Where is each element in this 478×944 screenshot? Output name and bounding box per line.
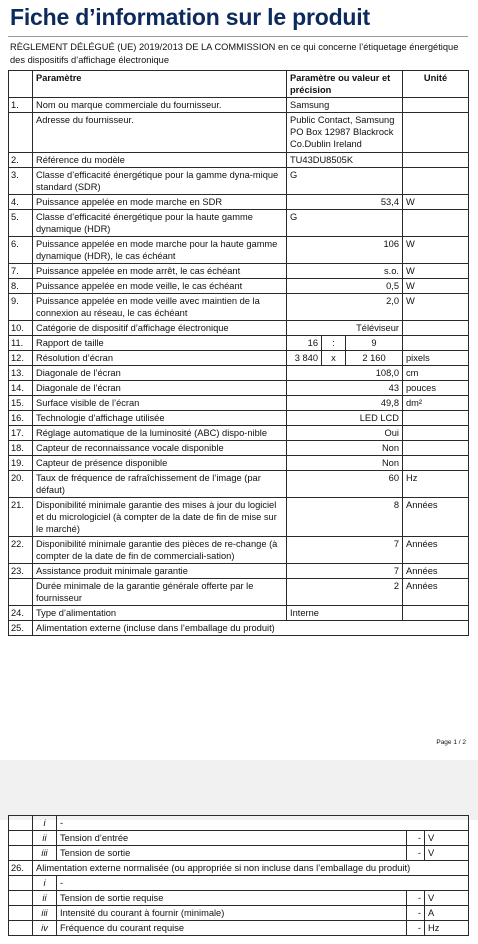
row-label: Capteur de présence disponible xyxy=(33,456,287,471)
row-label: Disponibilité minimale garantie des pièces de re-change (à compter de la date de fin de commerciali-sation) xyxy=(33,537,287,564)
row-number: 6. xyxy=(9,237,33,264)
ratio-separator: : xyxy=(322,336,346,351)
table-row xyxy=(9,564,469,579)
row-label: Fréquence du courant requise xyxy=(57,921,407,936)
row-label: Intensité du courant à fournir (minimale) xyxy=(57,906,407,921)
table-row xyxy=(9,396,469,411)
row-number: 18. xyxy=(9,441,33,456)
row-label: Adresse du fournisseur. xyxy=(33,113,287,153)
page-title: Fiche d’information sur le produit xyxy=(10,4,370,30)
row-value: - xyxy=(407,831,425,846)
table-row xyxy=(9,426,469,441)
regulation-subtitle: RÈGLEMENT DÉLÉGUÉ (UE) 2019/2013 DE LA COMMISSION en ce qui concerne l’étiquetage énergétique des dispositifs d’affichage électronique xyxy=(10,42,459,65)
row-number: 16. xyxy=(9,411,33,426)
row-label: Puissance appelée en mode arrêt, le cas échéant xyxy=(33,264,287,279)
row-number: 26. xyxy=(9,861,33,876)
row-number: 11. xyxy=(9,336,33,351)
header-unit: Unité xyxy=(403,71,469,98)
row-unit: Hz xyxy=(425,921,469,936)
header-value: Paramètre ou valeur et précision xyxy=(287,71,403,98)
row-value: 7 xyxy=(287,564,403,579)
row-number: 21. xyxy=(9,498,33,537)
row-label: Durée minimale de la garantie générale offerte par le fournisseur xyxy=(33,579,287,606)
row-value: - xyxy=(407,921,425,936)
row-label: Catégorie de dispositif d’affichage électronique xyxy=(33,321,287,336)
row-value: LED LCD xyxy=(287,411,403,426)
table-row xyxy=(9,411,469,426)
row-number: 8. xyxy=(9,279,33,294)
row-value: Public Contact, Samsung PO Box 12987 Blackrock Co.Dublin Ireland xyxy=(287,113,403,153)
table-row xyxy=(9,381,469,396)
ratio-width: 16 xyxy=(287,336,322,351)
sub-item-number: iii xyxy=(33,906,57,921)
table-row xyxy=(9,98,469,113)
sub-item-number: iv xyxy=(33,921,57,936)
row-number: 10. xyxy=(9,321,33,336)
row-label: - xyxy=(57,876,469,891)
table-row xyxy=(9,606,469,621)
table-row xyxy=(9,366,469,381)
sub-item-number: iii xyxy=(33,846,57,861)
row-number: 12. xyxy=(9,351,33,366)
row-number: 2. xyxy=(9,153,33,168)
row-label: Disponibilité minimale garantie des mises à jour du logiciel et du micrologiciel (à compter de la date de fin de mise sur le marché) xyxy=(33,498,287,537)
row-number: 3. xyxy=(9,168,33,195)
row-number: 22. xyxy=(9,537,33,564)
sub-item-number: i xyxy=(33,876,57,891)
row-value: 108,0 xyxy=(287,366,403,381)
row-value: G xyxy=(287,210,403,237)
table-row xyxy=(9,846,469,861)
row-value: 60 xyxy=(287,471,403,498)
table-row xyxy=(9,279,469,294)
table-row xyxy=(9,237,469,264)
resolution-width: 3 840 xyxy=(287,351,322,366)
row-unit: Hz xyxy=(403,471,469,498)
row-label: Puissance appelée en mode marche pour la haute gamme dynamique (HDR), le cas échéant xyxy=(33,237,287,264)
row-number: 17. xyxy=(9,426,33,441)
row-label: Alimentation externe normalisée (ou appropriée si non incluse dans l’emballage du produit) xyxy=(33,861,469,876)
row-value: Interne xyxy=(287,606,403,621)
row-value: G xyxy=(287,168,403,195)
row-unit: Années xyxy=(403,564,469,579)
row-value: 49,8 xyxy=(287,396,403,411)
page-number: Page 1 / 2 xyxy=(436,739,466,746)
row-number: 4. xyxy=(9,195,33,210)
row-number: 23. xyxy=(9,564,33,579)
row-label: Alimentation externe (incluse dans l’emballage du produit) xyxy=(33,621,469,636)
row-value: Non xyxy=(287,456,403,471)
row-unit: Années xyxy=(403,537,469,564)
row-value: Oui xyxy=(287,426,403,441)
row-value: Téléviseur xyxy=(287,321,403,336)
header-parameter: Paramètre xyxy=(33,71,287,98)
row-label: Diagonale de l’écran xyxy=(33,366,287,381)
row-number: 15. xyxy=(9,396,33,411)
row-label: Tension d’entrée xyxy=(57,831,407,846)
row-unit: W xyxy=(403,294,469,321)
row-number: 19. xyxy=(9,456,33,471)
row-unit: W xyxy=(403,195,469,210)
row-number: 13. xyxy=(9,366,33,381)
row-unit: W xyxy=(403,264,469,279)
row-value: Non xyxy=(287,441,403,456)
row-unit: W xyxy=(403,237,469,264)
row-label: Nom ou marque commerciale du fournisseur. xyxy=(33,98,287,113)
row-number: 14. xyxy=(9,381,33,396)
row-label: Type d’alimentation xyxy=(33,606,287,621)
row-label: Taux de fréquence de rafraîchissement de l’image (par défaut) xyxy=(33,471,287,498)
row-value: 2 xyxy=(287,579,403,606)
row-number: 25. xyxy=(9,621,33,636)
row-unit: pouces xyxy=(403,381,469,396)
row-value: 53,4 xyxy=(287,195,403,210)
table-row xyxy=(9,441,469,456)
row-label: Référence du modèle xyxy=(33,153,287,168)
row-unit: cm xyxy=(403,366,469,381)
resolution-height: 2 160 xyxy=(346,351,403,366)
row-value: TU43DU8505K xyxy=(287,153,403,168)
table-row xyxy=(9,168,469,195)
sub-item-number: ii xyxy=(33,831,57,846)
row-label: Rapport de taille xyxy=(33,336,287,351)
table-row xyxy=(9,906,469,921)
row-value: 7 xyxy=(287,537,403,564)
row-value: - xyxy=(407,906,425,921)
table-row xyxy=(9,891,469,906)
table-row xyxy=(9,876,469,891)
row-unit: Années xyxy=(403,579,469,606)
table-row xyxy=(9,621,469,636)
row-unit: pixels xyxy=(403,351,469,366)
row-unit: A xyxy=(425,906,469,921)
row-value: s.o. xyxy=(287,264,403,279)
table-row xyxy=(9,294,469,321)
row-label: Puissance appelée en mode marche en SDR xyxy=(33,195,287,210)
sub-item-number: ii xyxy=(33,891,57,906)
row-value: 0,5 xyxy=(287,279,403,294)
row-value: 2,0 xyxy=(287,294,403,321)
table-row xyxy=(9,336,469,351)
table-header-row xyxy=(9,71,469,98)
row-label: Puissance appelée en mode veille avec maintien de la connexion au réseau, le cas échéant xyxy=(33,294,287,321)
table-row xyxy=(9,321,469,336)
row-number: 20. xyxy=(9,471,33,498)
row-label: Tension de sortie requise xyxy=(57,891,407,906)
row-label: Réglage automatique de la luminosité (ABC) dispo-nible xyxy=(33,426,287,441)
product-info-table xyxy=(8,70,469,636)
row-unit: Années xyxy=(403,498,469,537)
row-label: Puissance appelée en mode veille, le cas échéant xyxy=(33,279,287,294)
product-info-table-continued xyxy=(8,815,469,936)
row-number: 5. xyxy=(9,210,33,237)
row-number: 24. xyxy=(9,606,33,621)
row-number: 9. xyxy=(9,294,33,321)
row-unit: dm² xyxy=(403,396,469,411)
row-value: 8 xyxy=(287,498,403,537)
title-divider xyxy=(8,36,468,37)
sub-item-number: i xyxy=(33,816,57,831)
row-number: 1. xyxy=(9,98,33,113)
row-label: Tension de sortie xyxy=(57,846,407,861)
table-row xyxy=(9,456,469,471)
table-row xyxy=(9,861,469,876)
table-row xyxy=(9,210,469,237)
row-value: 106 xyxy=(287,237,403,264)
row-label: Assistance produit minimale garantie xyxy=(33,564,287,579)
row-value: - xyxy=(407,846,425,861)
table-row xyxy=(9,264,469,279)
row-number: 7. xyxy=(9,264,33,279)
table-row xyxy=(9,579,469,606)
table-row xyxy=(9,816,469,831)
row-label: Surface visible de l’écran xyxy=(33,396,287,411)
table-row xyxy=(9,498,469,537)
table-row xyxy=(9,195,469,210)
row-unit: V xyxy=(425,831,469,846)
table-row xyxy=(9,831,469,846)
row-label: Classe d’efficacité énergétique pour la haute gamme dynamique (HDR) xyxy=(33,210,287,237)
table-row xyxy=(9,921,469,936)
table-row xyxy=(9,471,469,498)
row-value: 43 xyxy=(287,381,403,396)
row-label: Classe d’efficacité énergétique pour la gamme dyna-mique standard (SDR) xyxy=(33,168,287,195)
row-value: - xyxy=(407,891,425,906)
row-label: Technologie d’affichage utilisée xyxy=(33,411,287,426)
table-row xyxy=(9,113,469,153)
row-label: - xyxy=(57,816,469,831)
table-row xyxy=(9,153,469,168)
page-gap xyxy=(0,760,478,820)
row-label: Capteur de reconnaissance vocale disponible xyxy=(33,441,287,456)
row-label: Résolution d’écran xyxy=(33,351,287,366)
row-unit: V xyxy=(425,891,469,906)
ratio-height: 9 xyxy=(346,336,403,351)
table-row xyxy=(9,351,469,366)
row-label: Diagonale de l’écran xyxy=(33,381,287,396)
row-value: Samsung xyxy=(287,98,403,113)
row-unit: W xyxy=(403,279,469,294)
table-row xyxy=(9,537,469,564)
resolution-separator: x xyxy=(322,351,346,366)
row-unit: V xyxy=(425,846,469,861)
